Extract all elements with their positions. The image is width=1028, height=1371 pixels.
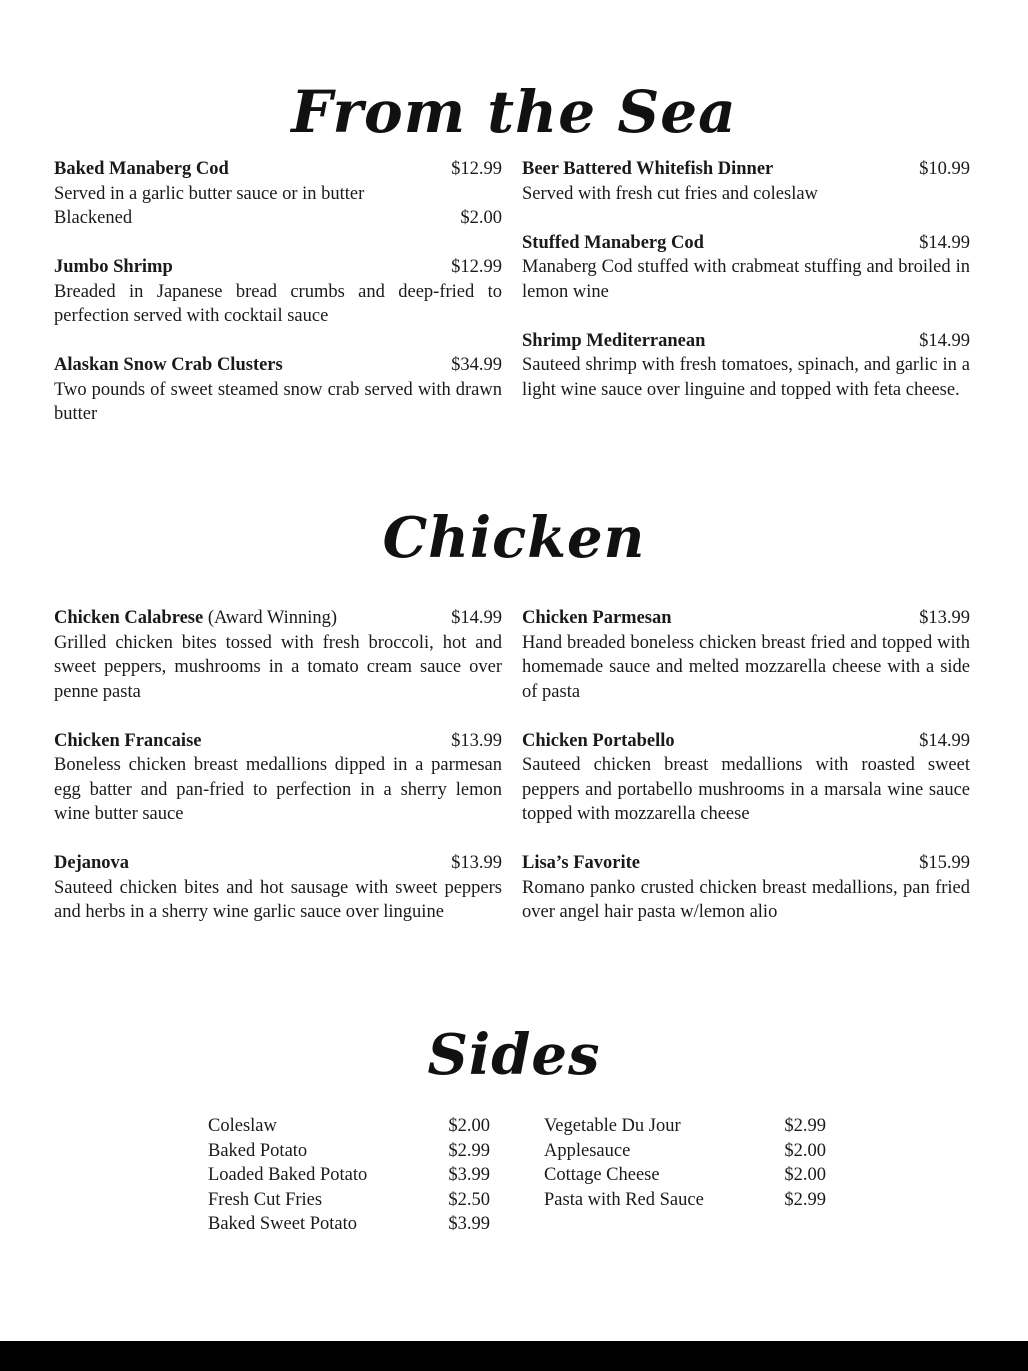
side-name: Loaded Baked Potato [208,1165,368,1185]
item-description: Served with fresh cut fries and coleslaw [522,183,818,204]
menu-item [54,729,502,827]
item-price: $13.99 [451,730,502,751]
side-name: Applesauce [544,1140,631,1161]
menu-item [54,606,502,704]
sides-left-column [208,1114,490,1237]
item-name: Chicken Francaise [54,730,202,751]
item-description: Two pounds of sweet steamed snow crab served with drawn butter [54,379,502,424]
item-description: Boneless chicken breast medallions dipped in a parmesan egg batter and pan-fried to perfection in a sherry lemon wine butter sauce [54,755,502,824]
item-description: Manaberg Cod stuffed with crabmeat stuffing and broiled in lemon wine [522,257,970,302]
item-price: $13.99 [919,608,970,628]
bottom-bar [0,1341,1028,1371]
side-item [208,1139,490,1164]
item-price: $12.99 [451,159,502,179]
side-price: $2.99 [784,1189,826,1210]
menu-item [522,157,970,206]
item-note: (Award Winning) [203,608,338,628]
item-name: Chicken Calabrese [54,608,204,628]
section-title-sides: Sides [427,1022,601,1088]
item-name: Beer Battered Whitefish Dinner [522,159,774,179]
item-price: $12.99 [451,257,502,277]
item-name: Chicken Portabello [522,730,675,751]
side-item [208,1114,490,1139]
item-price: $10.99 [919,159,970,179]
item-description: Grilled chicken bites tossed with fresh broccoli, hot and sweet peppers, mushrooms in a tomato cream sauce over penne pasta [54,632,502,702]
sides-right-column [544,1114,826,1212]
menu-item [54,353,502,427]
side-name: Baked Sweet Potato [208,1214,358,1234]
side-price: $2.00 [784,1165,826,1185]
side-price: $2.50 [448,1189,490,1210]
item-description: Romano panko crusted chicken breast medallions, pan fried over angel hair pasta w/lemon alio [522,877,970,922]
section-title-from-the-sea: From the Sea [291,78,737,146]
side-item [544,1114,826,1139]
side-price: $2.00 [448,1116,490,1136]
item-price: $34.99 [451,355,502,375]
sea-left-column [54,157,502,427]
item-price: $13.99 [451,853,502,873]
side-price: $2.99 [448,1140,490,1161]
addon-label: Blackened [54,208,133,228]
item-description: Sauteed chicken breast medallions with roasted sweet peppers and portabello mushrooms in a marsala wine sauce topped with mozzarella cheese [522,755,970,824]
side-item [208,1212,490,1237]
menu-item [54,157,502,231]
item-name: Dejanova [54,853,130,873]
side-name: Coleslaw [208,1116,277,1136]
chicken-left-column [54,606,502,925]
item-name: Alaskan Snow Crab Clusters [54,355,283,375]
item-price: $14.99 [919,232,970,253]
item-description: Sauteed shrimp with fresh tomatoes, spinach, and garlic in a light wine sauce over linguine and topped with feta cheese. [522,355,970,400]
menu-item [54,255,502,329]
side-item [544,1188,826,1213]
menu-item [522,329,970,403]
side-price: $3.99 [448,1165,490,1185]
side-price: $2.99 [784,1116,826,1136]
sea-right-column [522,157,970,402]
item-name: Baked Manaberg Cod [54,159,229,179]
item-name: Stuffed Manaberg Cod [522,232,704,253]
side-price: $2.00 [784,1140,826,1161]
side-item [208,1188,490,1213]
side-name: Cottage Cheese [544,1165,660,1185]
item-description: Sauteed chicken bites and hot sausage with sweet peppers and herbs in a sherry wine garlic sauce over linguine [54,877,502,922]
item-price: $14.99 [919,330,970,351]
side-item [208,1163,490,1188]
side-item [544,1139,826,1164]
addon-price: $2.00 [460,208,502,228]
side-name: Vegetable Du Jour [544,1116,681,1136]
item-description: Hand breaded boneless chicken breast fried and topped with homemade sauce and melted mozzarella cheese with a side of pasta [522,632,970,702]
menu-item [522,729,970,827]
menu-item [522,231,970,305]
item-name: Lisa’s Favorite [522,853,641,873]
menu-item [54,851,502,925]
item-price: $14.99 [919,730,970,751]
side-price: $3.99 [448,1214,490,1234]
item-price: $14.99 [451,608,502,628]
item-description: Breaded in Japanese bread crumbs and deep-fried to perfection served with cocktail sauce [54,281,502,326]
side-name: Pasta with Red Sauce [544,1189,704,1210]
side-name: Baked Potato [208,1140,308,1161]
side-item [544,1163,826,1188]
menu-item [522,606,970,704]
item-name: Shrimp Mediterranean [522,330,706,351]
chicken-right-column [522,606,970,925]
menu-item [522,851,970,925]
item-price: $15.99 [919,853,970,873]
section-title-chicken: Chicken [382,505,646,571]
side-name: Fresh Cut Fries [208,1189,323,1210]
item-description: Served in a garlic butter sauce or in butter [54,183,365,204]
item-name: Jumbo Shrimp [54,257,173,277]
item-name: Chicken Parmesan [522,608,672,628]
